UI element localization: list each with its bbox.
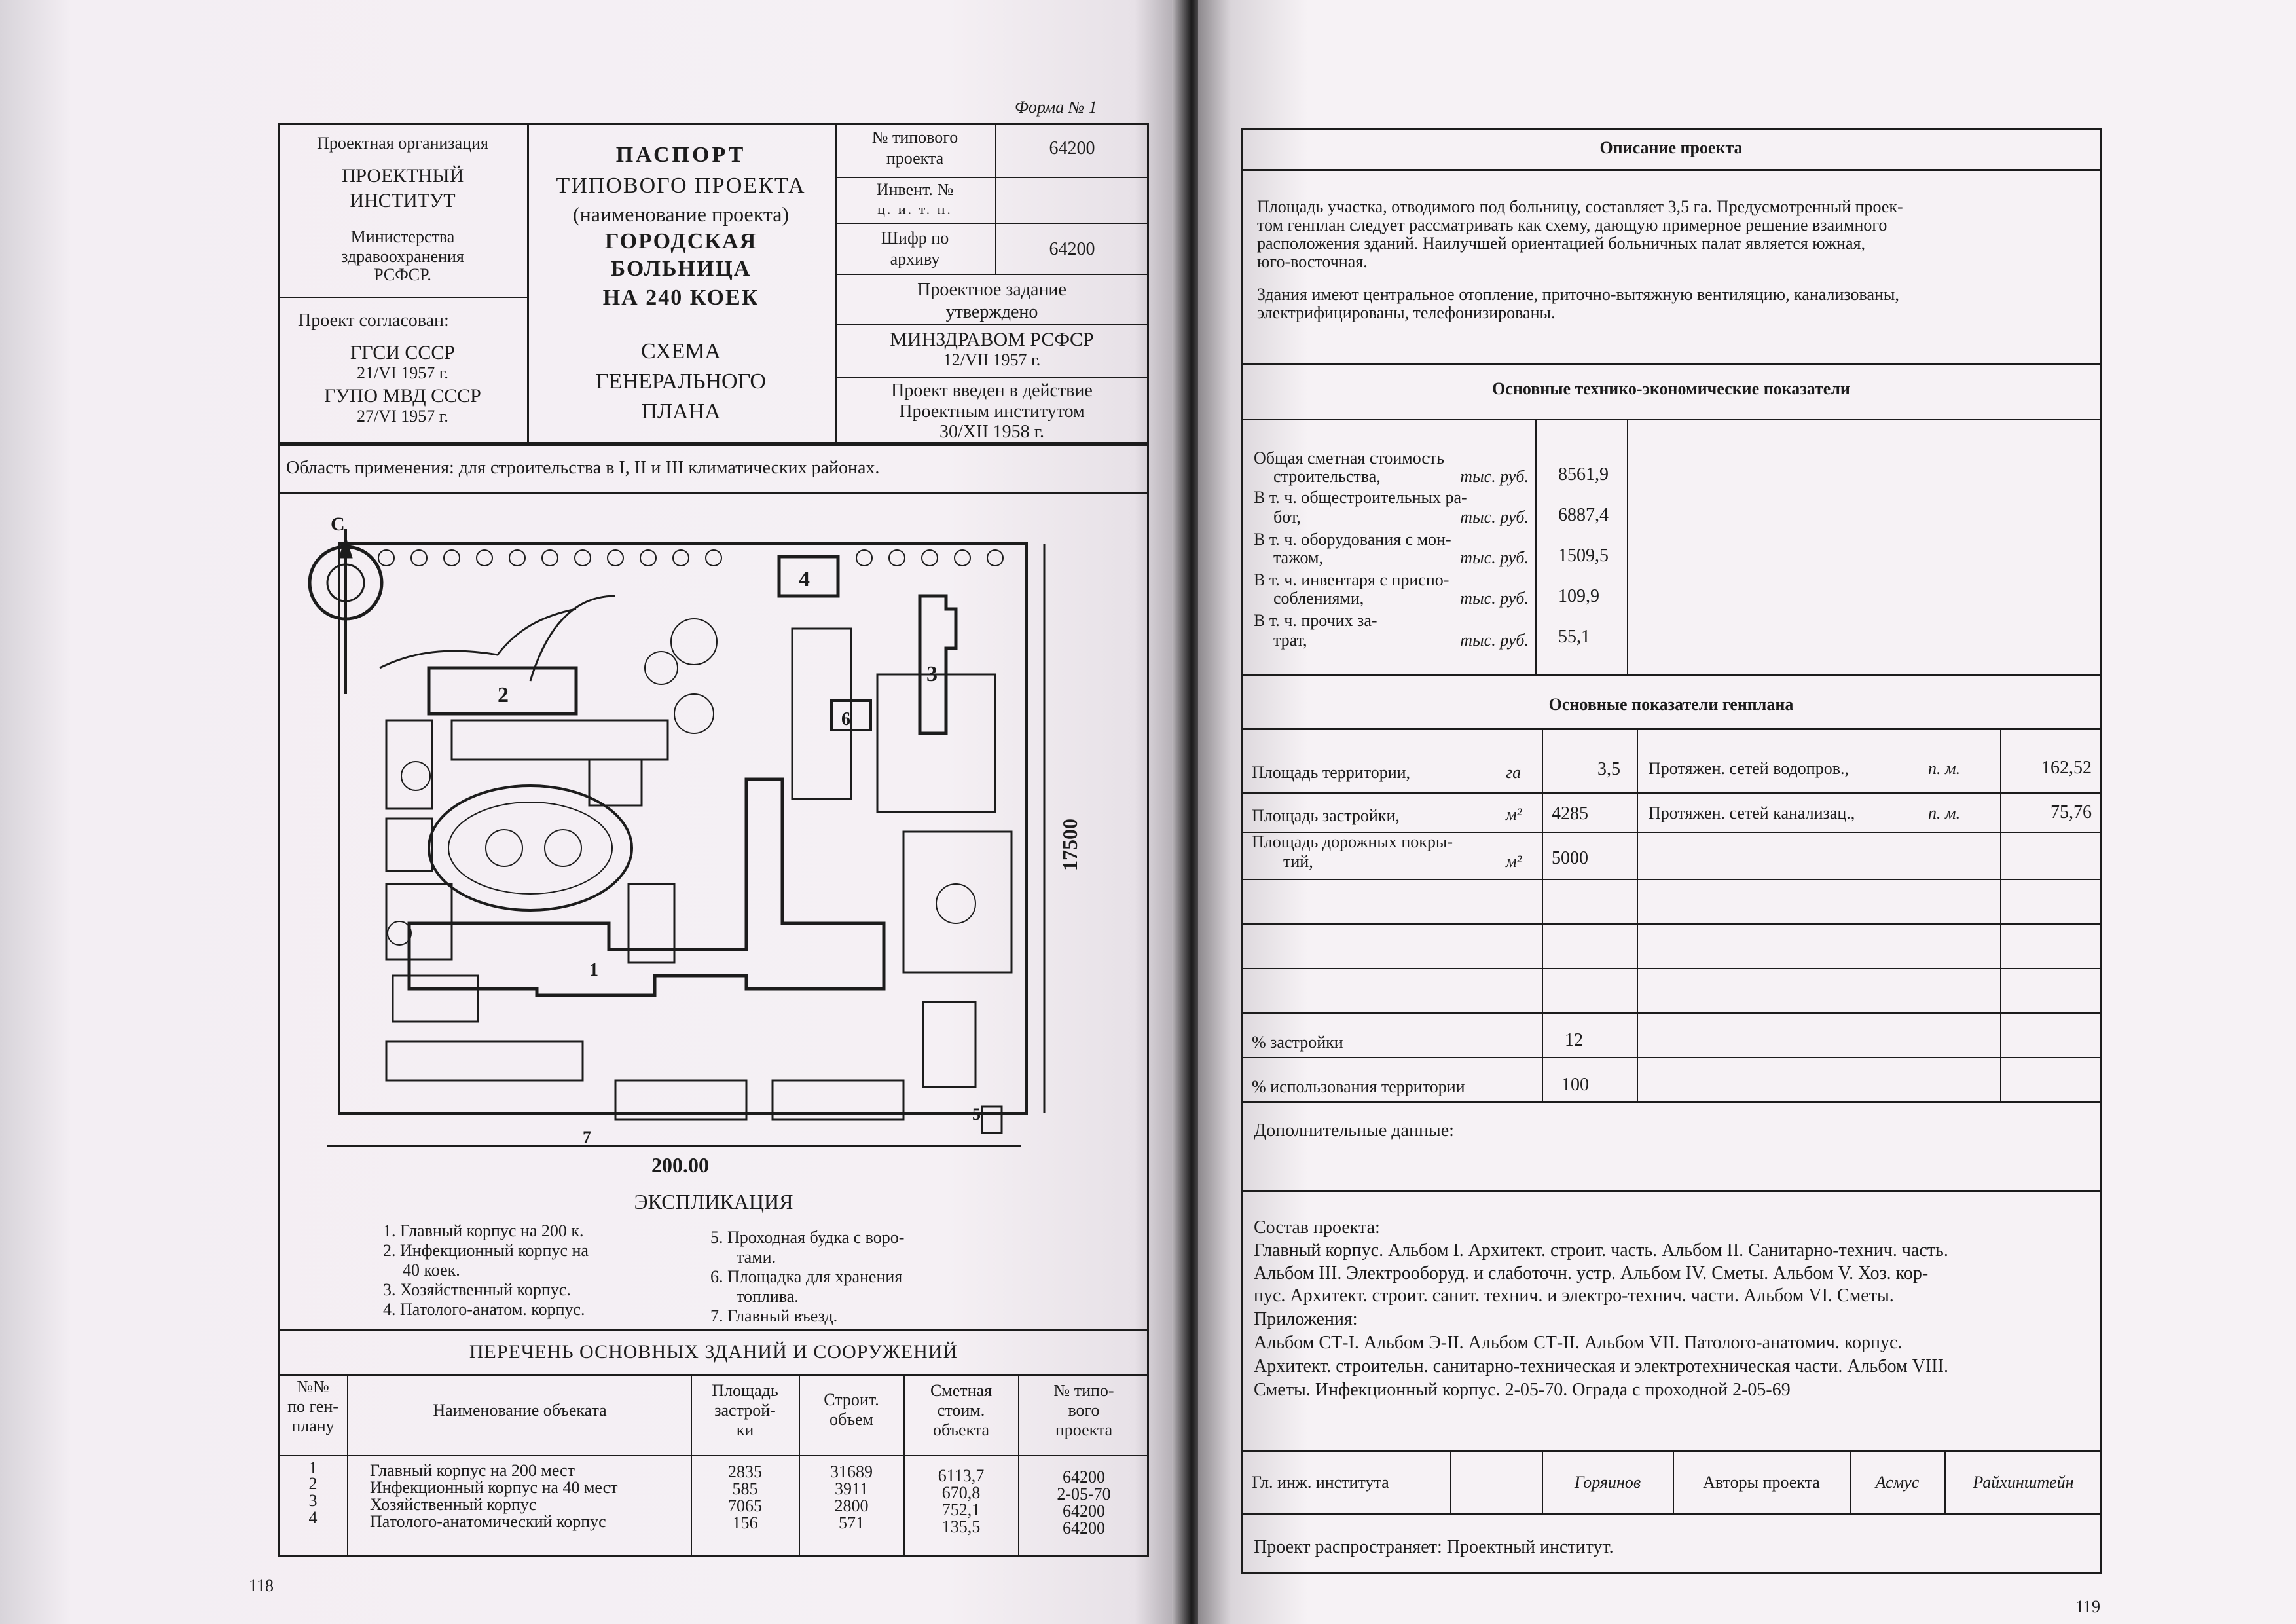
- explication-title: ЭКСПЛИКАЦИЯ: [634, 1190, 793, 1213]
- type-number: 64200: [1049, 138, 1095, 158]
- passport-title: ПАСПОРТ: [615, 143, 746, 167]
- area-of-use: Область применения: для строительства в I, II и III климатических районах.: [286, 458, 880, 478]
- genplan-title: Основные показатели генплана: [1548, 695, 1794, 714]
- author-1: Асмус: [1875, 1473, 1920, 1492]
- econ-title: Основные технико-экономические показатели: [1492, 379, 1850, 398]
- pct-use-label: % использования территории: [1252, 1077, 1465, 1096]
- archive-cipher: 64200: [1049, 239, 1095, 259]
- description-title: Описание проекта: [1599, 138, 1743, 157]
- agreed-label: Проект согласован:: [298, 310, 449, 331]
- authors-label: Авторы проекта: [1703, 1473, 1820, 1492]
- page-number-right: 119: [2075, 1597, 2101, 1616]
- composition-label: Состав проекта:: [1254, 1217, 1380, 1238]
- appendix-label: Приложения:: [1254, 1309, 1358, 1329]
- chief-engineer-name: Горяинов: [1574, 1473, 1641, 1492]
- plan-label-4: 4: [799, 567, 810, 591]
- extra-data-label: Дополнительные данные:: [1254, 1120, 1454, 1141]
- chief-engineer-label: Гл. инж. института: [1252, 1473, 1389, 1492]
- pct-build-value: 12: [1565, 1030, 1583, 1050]
- plan-label-1: 1: [589, 960, 598, 980]
- plan-label-2: 2: [498, 683, 509, 707]
- author-2: Райхинштейн: [1973, 1473, 2074, 1492]
- org-label: Проектная организация: [317, 134, 488, 153]
- hospital-name: ГОРОДСКАЯ: [604, 229, 757, 253]
- dim-height: 17500: [1058, 819, 1082, 871]
- plan-label-6: 6: [841, 709, 850, 729]
- scheme-title: СХЕМА: [641, 339, 721, 363]
- page-number-left: 118: [249, 1576, 274, 1595]
- plan-label-5: 5: [972, 1105, 981, 1124]
- plan-label-7: 7: [583, 1128, 591, 1147]
- buildings-list-title: ПЕРЕЧЕНЬ ОСНОВНЫХ ЗДАНИЙ И СООРУЖЕНИЙ: [469, 1341, 958, 1363]
- pct-build-label: % застройки: [1252, 1033, 1343, 1052]
- plan-label-3: 3: [926, 662, 938, 686]
- site-plan: [301, 517, 1106, 1179]
- north-label: С: [331, 517, 345, 535]
- distributor: Проект распространяет: Проектный институт.: [1254, 1537, 1614, 1557]
- form-label: Форма № 1: [1015, 98, 1097, 117]
- dim-width: 200.00: [651, 1153, 709, 1177]
- pct-use-value: 100: [1561, 1075, 1589, 1095]
